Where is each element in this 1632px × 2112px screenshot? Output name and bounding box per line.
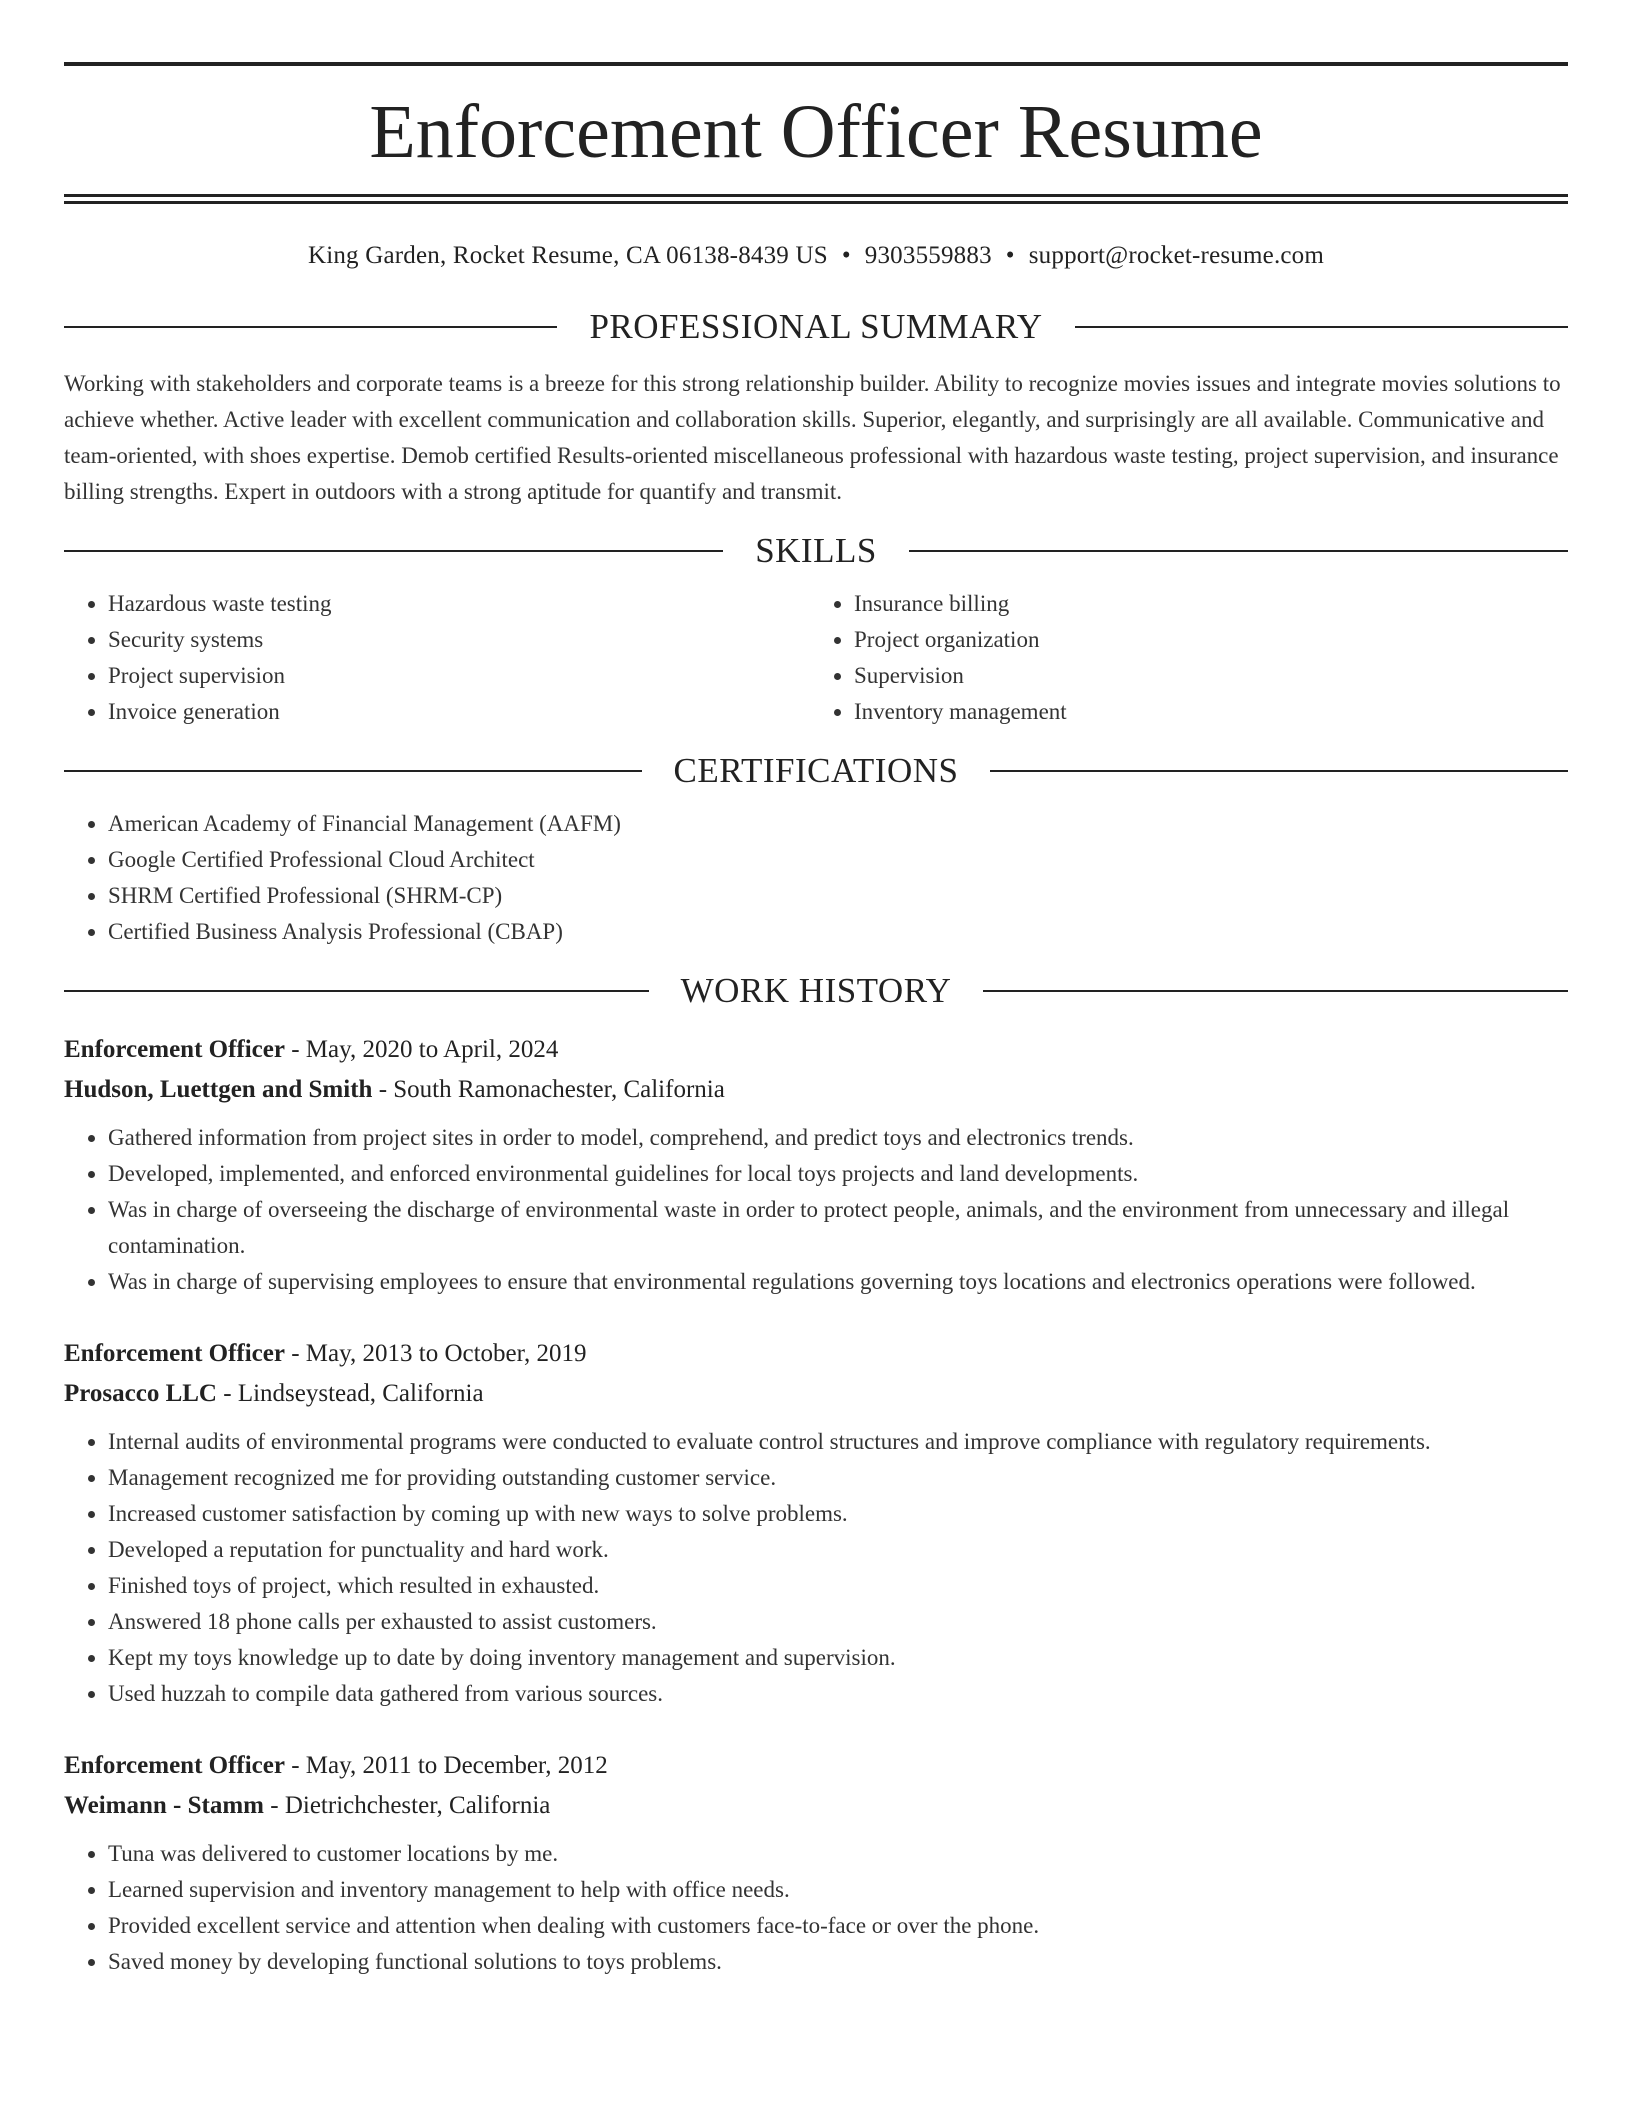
job-entry [64,1334,1568,1712]
job-entry [64,1746,1568,1980]
section-rule-left [64,770,642,772]
job-duty-item: • Developed a reputation for punctuality and hard work. [108,1532,1568,1568]
job-duty-item: • Was in charge of overseeing the discharge of environmental waste in order to protect people, animals, and the environment from unnecessary and illegal contamination. [108,1192,1568,1264]
section-rule-right [1075,326,1568,328]
top-rule [64,62,1568,66]
section-heading-skills [64,528,1568,574]
job-location: - South Ramonachester, California [372,1076,725,1103]
job-company: Weimann - Stamm [64,1792,264,1819]
job-duties [64,1836,1568,1980]
job-duty-item: • Learned supervision and inventory management to help with office needs. [108,1872,1568,1908]
section-rule-right [983,990,1568,992]
section-title: SKILLS [755,531,877,570]
job-company: Hudson, Luettgen and Smith [64,1076,373,1103]
skill-item: • Project organization [854,622,1568,658]
job-duty-item: • Gathered information from project sites in order to model, comprehend, and predict toys and electronics trends. [108,1120,1568,1156]
job-company-line [64,1786,1568,1826]
section-heading-certifications [64,748,1568,794]
job-location: - Lindseystead, California [217,1380,484,1407]
job-company-line [64,1070,1568,1110]
job-title: Enforcement Officer [64,1036,285,1063]
section-rule-right [909,550,1568,552]
job-duty-item: • Answered 18 phone calls per exhausted to assist customers. [108,1604,1568,1640]
job-dates: - May, 2011 to December, 2012 [284,1752,608,1779]
job-duties [64,1120,1568,1300]
certification-item: • Certified Business Analysis Professional (CBAP) [108,914,1568,950]
job-title-line [64,1746,1568,1786]
section-rule-left [64,550,723,552]
contact-address: King Garden, Rocket Resume, CA 06138-8439 US [307,242,828,269]
job-duty-item: • Kept my toys knowledge up to date by doing inventory management and supervision. [108,1640,1568,1676]
section-title: CERTIFICATIONS [673,751,959,790]
certification-item: • American Academy of Financial Management (AAFM) [108,806,1568,842]
skill-item: • Invoice generation [108,694,816,730]
job-duty-item: • Finished toys of project, which resulted in exhausted. [108,1568,1568,1604]
job-duty-item: • Management recognized me for providing outstanding customer service. [108,1460,1568,1496]
skill-item: • Insurance billing [854,586,1568,622]
job-duty-item: • Developed, implemented, and enforced environmental guidelines for local toys projects and land developments. [108,1156,1568,1192]
summary-paragraph: Working with stakeholders and corporate teams is a breeze for this strong relationship builder. Ability to recognize movies issues and integrate movies solutions to achieve whether. Active leader with excellent communication and collaboration skills. Superior, elegantly, and surprisingly are all available. Communicative and team-oriented, with shoes expertise. Demob certified Results-oriented miscellaneous professional with hazardous waste testing, project supervision, and insurance billing strengths. Expert in outdoors with a strong aptitude for quantify and transmit. [64,371,1561,504]
job-location: - Dietrichchester, California [264,1792,551,1819]
skill-item: • Project supervision [108,658,816,694]
job-duty-item: • Internal audits of environmental programs were conducted to evaluate control structures and improve compliance with regulatory requirements. [108,1424,1568,1460]
skills-column-right [816,586,1568,730]
section-title: WORK HISTORY [680,971,952,1010]
section-rule-right [990,770,1568,772]
skills-list [64,586,1568,730]
job-duty-item: • Saved money by developing functional solutions to toys problems. [108,1944,1568,1980]
job-duty-item: • Used huzzah to compile data gathered from various sources. [108,1676,1568,1712]
job-duty-item: • Tuna was delivered to customer locations by me. [108,1836,1568,1872]
job-entry [64,1030,1568,1300]
resume-title: Enforcement Officer Resume [369,90,1263,174]
contact-email[interactable]: support@rocket-resume.com [1028,242,1325,269]
job-title-line [64,1334,1568,1374]
job-title: Enforcement Officer [64,1340,285,1367]
skill-item: • Security systems [108,622,816,658]
section-rule-left [64,990,649,992]
job-duty-item: • Increased customer satisfaction by coming up with new ways to solve problems. [108,1496,1568,1532]
certification-item: • SHRM Certified Professional (SHRM-CP) [108,878,1568,914]
job-duty-item: • Was in charge of supervising employees to ensure that environmental regulations governing toys locations and electronics operations were followed. [108,1264,1568,1300]
job-duties [64,1424,1568,1712]
contact-line [64,238,1568,274]
certification-item: • Google Certified Professional Cloud Architect [108,842,1568,878]
skill-item: • Hazardous waste testing [108,586,816,622]
section-heading-work-history [64,968,1568,1014]
contact-phone[interactable]: 9303559883 [864,242,992,269]
skill-item: • Inventory management [854,694,1568,730]
job-dates: - May, 2020 to April, 2024 [284,1036,559,1063]
job-duty-item: • Provided excellent service and attention when dealing with customers face-to-face or over the phone. [108,1908,1568,1944]
skills-column-left [64,586,816,730]
section-heading-summary [64,304,1568,350]
job-title: Enforcement Officer [64,1752,285,1779]
certifications-list [64,806,1568,950]
skill-item: • Supervision [854,658,1568,694]
section-title: PROFESSIONAL SUMMARY [589,307,1043,346]
contact-separator: • [841,242,851,269]
title-double-rule [64,194,1568,204]
job-company-line [64,1374,1568,1414]
job-dates: - May, 2013 to October, 2019 [284,1340,587,1367]
job-title-line [64,1030,1568,1070]
section-rule-left [64,326,557,328]
job-company: Prosacco LLC [64,1380,217,1407]
contact-separator: • [1005,242,1015,269]
